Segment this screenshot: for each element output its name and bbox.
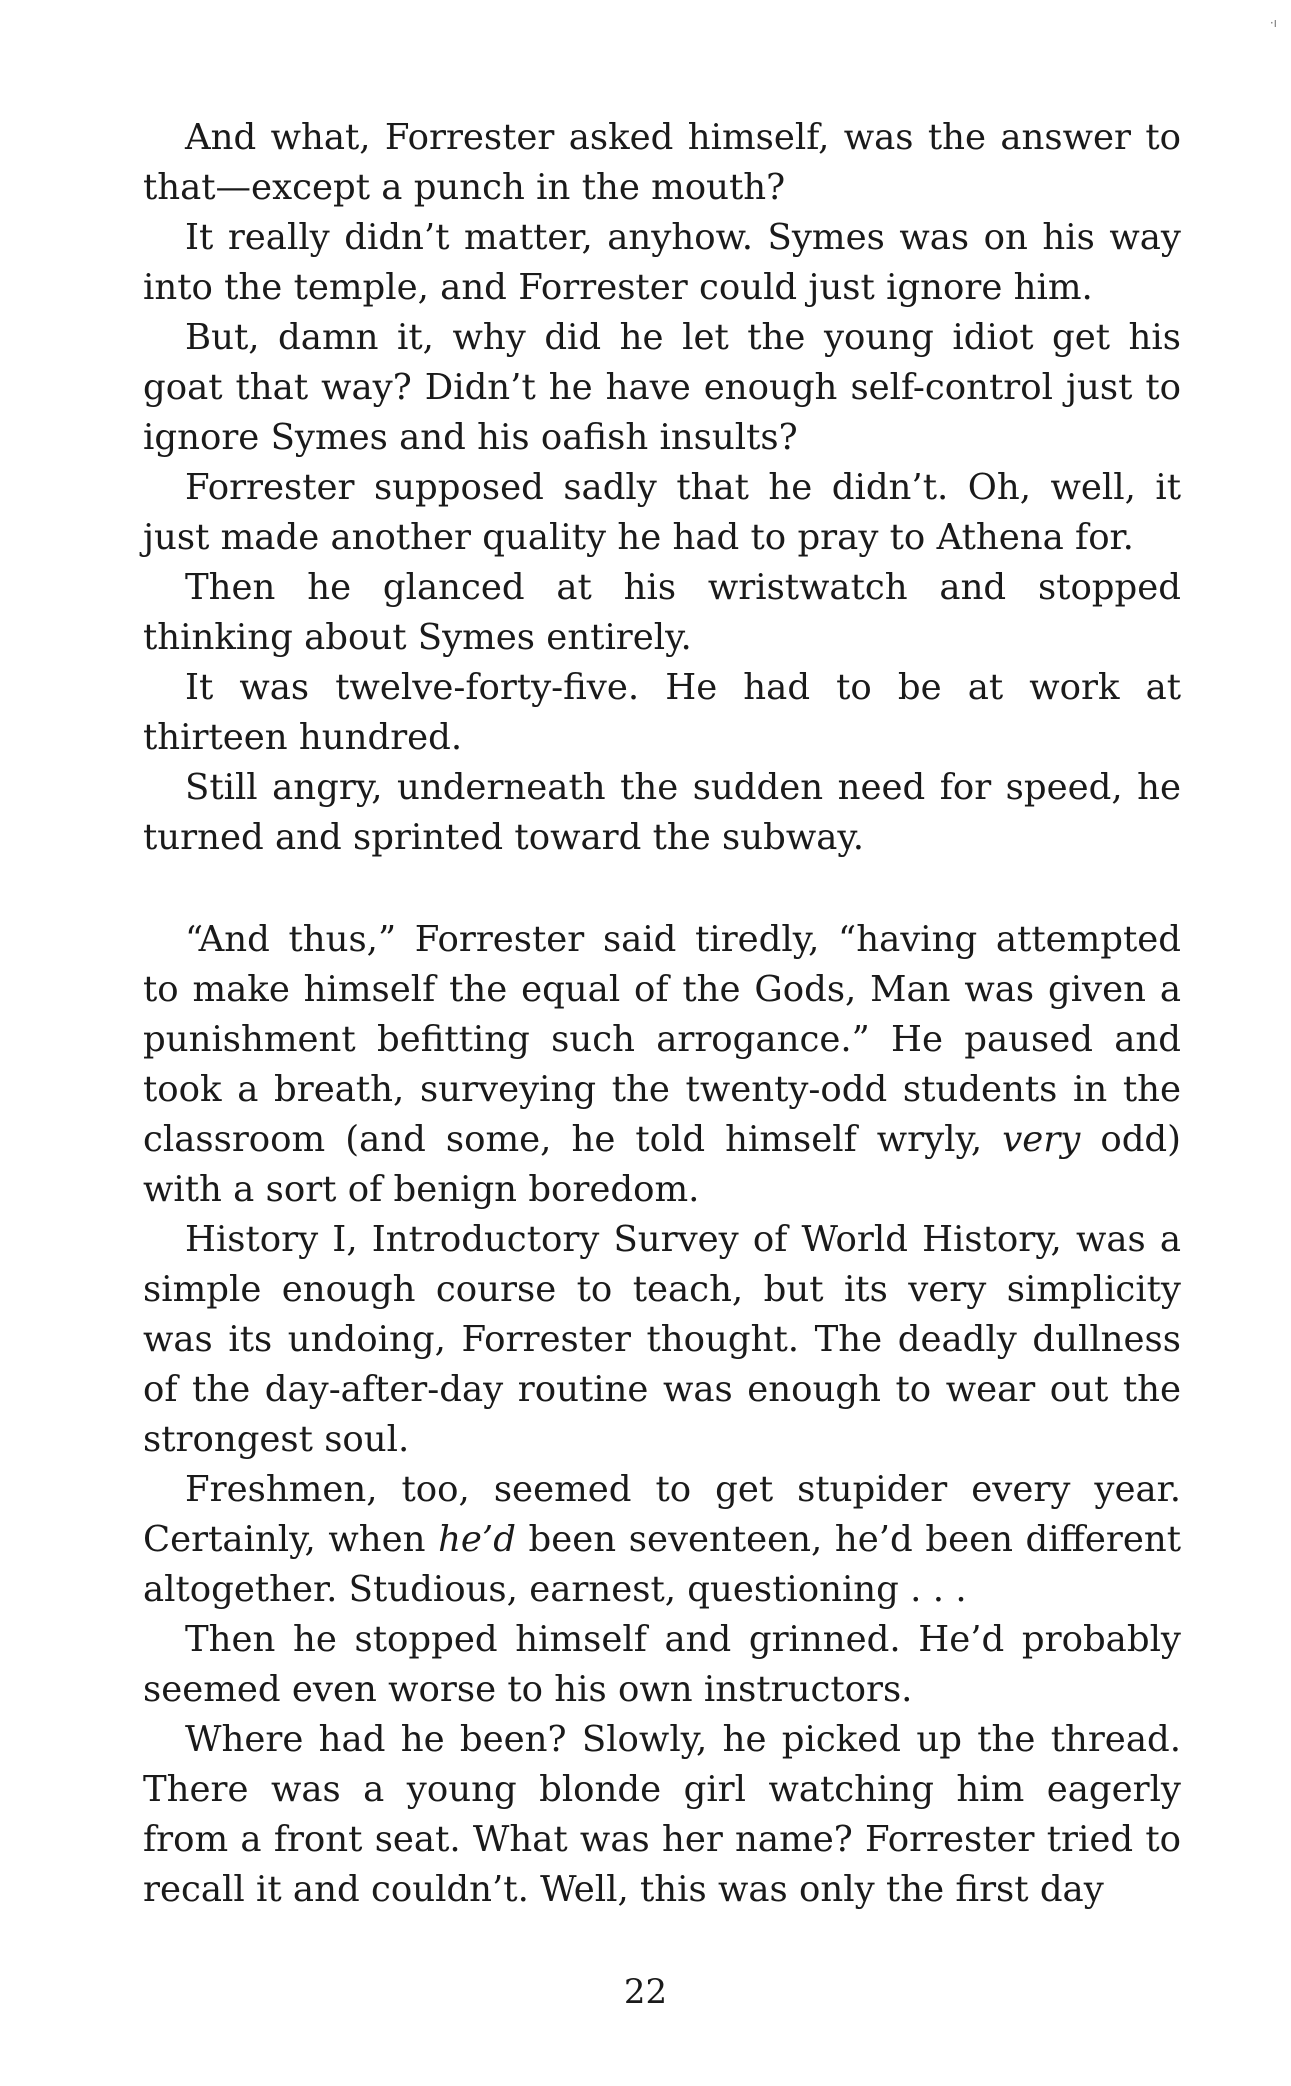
paragraph: History I, Introductory Survey of World History, was a simple enough course to teach, but its very simplicity was its undoing, Forrester thought. The deadly dullness of the day-after-day routine was enough to wear out the strongest soul. xyxy=(143,1219,1181,1460)
text-run: been seventeen, he’d been different altogether. Studious, earnest, questioning . . . xyxy=(143,1519,1181,1610)
paragraph: Where had he been? Slowly, he picked up the thread. There was a young blonde girl watching him eagerly from a front seat. What was her name? Forrester tried to recall it and couldn’t. Well, this was only the first day xyxy=(143,1719,1181,1910)
emphasis-text: very xyxy=(1002,1119,1081,1160)
text-run: Freshmen, too, seemed to get stupider every year. Certainly, when xyxy=(143,1469,1181,1560)
paragraph: Then he glanced at his wristwatch and stopped thinking about Symes entirely. xyxy=(143,567,1181,658)
paragraph xyxy=(143,915,1181,1215)
paragraph xyxy=(143,1465,1181,1615)
emphasis-text: he’d xyxy=(438,1519,516,1560)
paragraph: But, damn it, why did he let the young idiot get his goat that way? Didn’t he have enough self-control just to ignore Symes and his oafish insults? xyxy=(143,317,1181,458)
text-run: odd) with a sort of benign boredom. xyxy=(143,1119,1181,1210)
scan-corner-mark: ·ı xyxy=(1269,16,1277,30)
section-break xyxy=(143,863,1181,915)
page-body xyxy=(143,113,1181,1915)
paragraph: Then he stopped himself and grinned. He’d probably seemed even worse to his own instructors. xyxy=(143,1619,1181,1710)
paragraph: It was twelve-forty-five. He had to be at work at thirteen hundred. xyxy=(143,667,1181,758)
paragraph: It really didn’t matter, anyhow. Symes was on his way into the temple, and Forrester could just ignore him. xyxy=(143,217,1181,308)
paragraph: Still angry, underneath the sudden need for speed, he turned and sprinted toward the subway. xyxy=(143,767,1181,858)
paragraph: And what, Forrester asked himself, was the answer to that—except a punch in the mouth? xyxy=(143,117,1181,208)
paragraph: Forrester supposed sadly that he didn’t. Oh, well, it just made another quality he had to pray to Athena for. xyxy=(143,467,1181,558)
page-number: 22 xyxy=(623,1972,668,2012)
text-run: “And thus,” Forrester said tiredly, “having attempted to make himself the equal of the Gods, Man was given a punishment befitting such arrogance.” He paused and took a breath, surveying the twenty-odd students in the classroom (and some, he told himself wryly, xyxy=(143,919,1181,1160)
